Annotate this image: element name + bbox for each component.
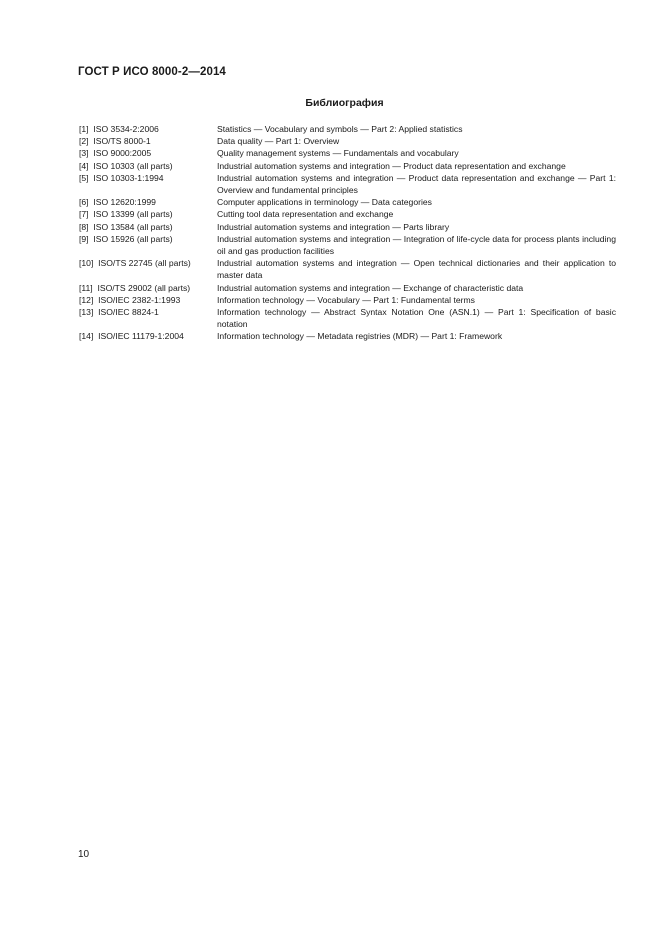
page-number: 10 — [78, 849, 90, 860]
bibliography-description: Information technology — Metadata registries (MDR) — Part 1: Framework — [217, 331, 503, 342]
bibliography-number: [1] — [79, 124, 89, 134]
bibliography-description: Statistics — Vocabulary and symbols — Part 2: Applied statistics — [217, 124, 463, 134]
bibliography-reference — [79, 147, 217, 159]
bibliography-reference — [79, 330, 217, 342]
bibliography-standard: ISO 12620:1999 — [93, 197, 156, 208]
bibliography-entry — [79, 172, 616, 196]
bibliography-description: Industrial automation systems and integration — Exchange of characteristic data — [217, 282, 524, 293]
bibliography-reference — [79, 172, 217, 184]
document-header: ГОСТ Р ИСО 8000-2—2014 — [78, 66, 226, 78]
bibliography-standard: ISO 9000:2005 — [93, 148, 152, 159]
bibliography-reference — [79, 123, 217, 135]
bibliography-description: Cutting tool data representation and exchange — [217, 209, 394, 220]
bibliography-number: [2] — [79, 136, 89, 147]
bibliography-number: [6] — [79, 197, 89, 208]
bibliography-entry — [79, 257, 616, 281]
bibliography-description: Computer applications in terminology — Data categories — [217, 197, 432, 208]
bibliography-entry — [79, 135, 616, 147]
bibliography-standard: ISO/IEC 8824-1 — [98, 307, 159, 318]
bibliography-standard: ISO/TS 8000-1 — [93, 136, 151, 147]
bibliography-description: Industrial automation systems and integration — Integration of life-cycle data for process plants including oil and gas production facilities — [217, 233, 616, 257]
bibliography-number: [12] — [79, 294, 94, 305]
bibliography-reference — [79, 208, 217, 220]
bibliography-number: [7] — [79, 209, 89, 220]
bibliography-number: [13] — [79, 307, 94, 318]
bibliography-number: [10] — [79, 258, 94, 269]
bibliography-number: [9] — [79, 233, 89, 244]
bibliography-description: Industrial automation systems and integration — Parts library — [217, 221, 450, 232]
bibliography-reference — [79, 257, 217, 269]
bibliography-standard: ISO/TS 22745 (all parts) — [98, 258, 191, 269]
bibliography-number: [5] — [79, 172, 89, 183]
bibliography-entry — [79, 233, 616, 257]
bibliography-number: [4] — [79, 160, 89, 171]
bibliography-entry — [79, 196, 616, 208]
bibliography-entry — [79, 147, 616, 159]
bibliography-description: Data quality — Part 1: Overview — [217, 136, 340, 147]
bibliography-title: Библиография — [305, 97, 384, 109]
bibliography-standard: ISO 13399 (all parts) — [93, 209, 173, 220]
bibliography-description: Industrial automation systems and integration — Open technical dictionaries and their application to master data — [217, 258, 616, 281]
bibliography-description: Information technology — Abstract Syntax Notation One (ASN.1) — Part 1: Specification of basic notation — [217, 307, 616, 330]
bibliography-reference — [79, 135, 217, 147]
bibliography-number: [11] — [79, 282, 93, 293]
bibliography-number: [14] — [79, 331, 94, 342]
bibliography-reference — [79, 233, 217, 245]
bibliography-entry — [79, 123, 616, 135]
bibliography-entry — [79, 160, 616, 172]
bibliography-standard: ISO 10303 (all parts) — [93, 160, 173, 171]
bibliography-entry — [79, 306, 616, 330]
bibliography-description: Industrial automation systems and integration — Product data representation and exchange — Part 1: Overview and fundamental principles — [217, 172, 616, 196]
bibliography-standard: ISO 13584 (all parts) — [93, 221, 173, 232]
bibliography-entry — [79, 282, 616, 294]
bibliography-reference — [79, 294, 217, 306]
bibliography-standard: ISO 15926 (all parts) — [93, 233, 173, 244]
bibliography-description: Information technology — Vocabulary — Part 1: Fundamental terms — [217, 294, 475, 305]
bibliography-reference — [79, 196, 217, 208]
bibliography-entry — [79, 221, 616, 233]
bibliography-number: [8] — [79, 221, 89, 232]
bibliography-standard: ISO/IEC 2382-1:1993 — [98, 294, 181, 305]
bibliography-standard: ISO 3534-2:2006 — [93, 124, 159, 134]
bibliography-standard: ISO 10303-1:1994 — [93, 172, 164, 183]
bibliography-reference — [79, 221, 217, 233]
bibliography-standard: ISO/IEC 11179-1:2004 — [98, 331, 184, 342]
bibliography-entry — [79, 330, 616, 342]
bibliography-standard: ISO/TS 29002 (all parts) — [97, 282, 191, 293]
bibliography-entry — [79, 294, 616, 306]
bibliography-entry — [79, 208, 616, 220]
bibliography-reference — [79, 306, 217, 318]
bibliography-reference — [79, 282, 217, 294]
bibliography-description: Quality management systems — Fundamentals and vocabulary — [217, 148, 459, 159]
bibliography-list — [79, 123, 616, 343]
bibliography-description: Industrial automation systems and integration — Product data representation and exchange — [217, 160, 566, 171]
bibliography-reference — [79, 160, 217, 172]
bibliography-number: [3] — [79, 148, 89, 159]
